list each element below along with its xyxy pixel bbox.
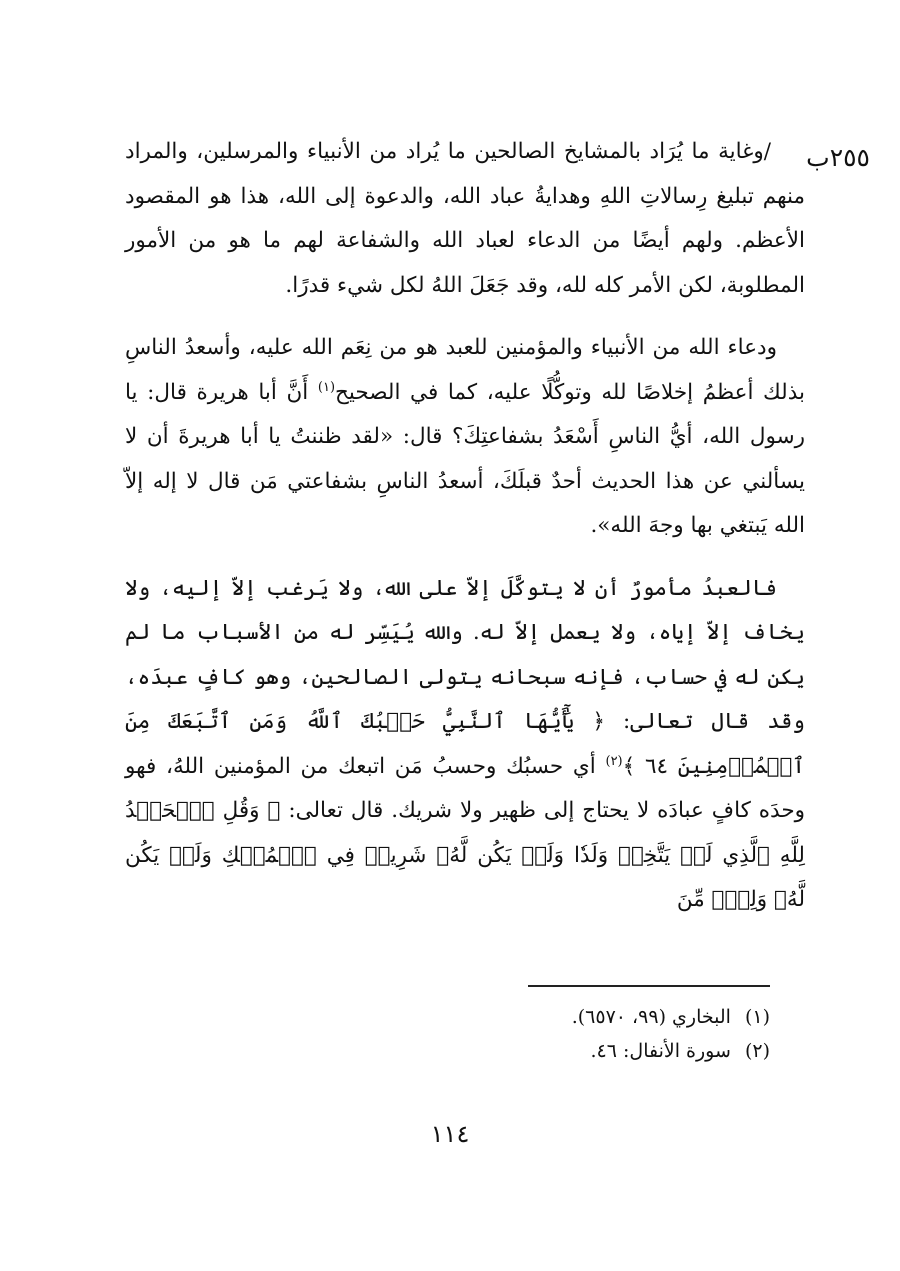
main-text — [125, 130, 805, 941]
footnote-text: سورة الأنفال: ٤٦. — [590, 1040, 731, 1062]
footnote-ref-1: (١) — [317, 379, 336, 395]
footnote-divider — [528, 985, 770, 987]
paragraph-3 — [125, 567, 805, 923]
paragraph-2-text: ودعاء الله من الأنبياء والمؤمنين للعبد هو من نِعَم الله عليه، وأسعدُ الناسِ بذلك أعظمُ إخلاصًا لله وتوكُّلًا عليه، كما في الصحيح — [125, 335, 805, 405]
paragraph-2-text-cont: أَنَّ أبا هريرة قال: يا رسول الله، أيُّ الناسِ أَسْعَدُ بشفاعتِكَ؟ قال: «لقد ظننتُ يا أبا هريرةَ أن لا يسألني عن هذا الحديث أحدٌ قبلَكَ، أسعدُ الناسِ بشفاعتي مَن قال لا إله إلاّ الله يَبتغي بها وجهَ الله». — [125, 379, 805, 538]
paragraph-1: /وغاية ما يُرَاد بالمشايخ الصالحين ما يُراد من الأنبياء والمرسلين، والمراد منهم تبليغ رِسالاتِ اللهِ وهدايةُ عباد الله، والدعوة إلى الله، هذا هو المقصود الأعظم. ولهم أيضًا من الدعاء لعباد الله والشفاعة لهم ما هو من الأمور المطلوبة، لكن الأمر كله لله، وقد جَعَلَ اللهُ لكل شيء قدرًا. — [125, 139, 805, 298]
paragraph-3-text-cont: أي حسبُك وحسبُ مَن اتبعك من المؤمنين اللهُ، فهو وحدَه كافٍ عبادَه لا يحتاج إلى ظهير ولا شريك. قال تعالى: — [125, 753, 806, 823]
paragraph-3-text: فالعبدُ مأمورٌ أن لا يتوكَّلَ إلاّ على الله، ولا يَرغب إلاّ إليه، ولا يخاف إلاّ إياه، ولا يعمل إلاّ له. والله يُيَسِّر له من الأسباب ما لم يكن له في حساب، فإنه سبحانه يتولى الصالحين، وهو كافٍ عبدَه، وقد قال تعالى: — [125, 575, 806, 734]
quran-verse-2: ﴿ وَقُلِ ٱلۡحَمۡدُ لِلَّهِ ٱلَّذِي لَمۡ يَتَّخِذۡ وَلَدٗا وَلَمۡ يَكُن لَّهُۥ شَرِيكٞ فِي ٱلۡمُلۡكِ وَلَمۡ يَكُن لَّهُۥ وَلِيّٞ مِّنَ — [125, 798, 805, 912]
footnotes — [270, 1000, 770, 1068]
footnote-number: (١) — [744, 1006, 770, 1028]
paragraph-2 — [125, 326, 805, 549]
footnote-number: (٢) — [744, 1040, 770, 1062]
footnote-item — [270, 1000, 770, 1034]
manuscript-folio-marker: ٢٥٥ب — [806, 143, 870, 172]
page-number: ١١٤ — [430, 1120, 470, 1148]
footnote-ref-2: (٢) — [605, 753, 623, 769]
footnote-text: البخاري (٩٩، ٦٥٧٠). — [571, 1006, 731, 1028]
quran-verse-1: ﴿ يَٰٓأَيُّهَا ٱلنَّبِيُّ حَسۡبُكَ ٱللَّهُ وَمَنِ ٱتَّبَعَكَ مِنَ ٱلۡمُؤۡمِنِينَ ٦٤ ﴾ — [125, 709, 806, 779]
footnote-item — [270, 1034, 770, 1068]
